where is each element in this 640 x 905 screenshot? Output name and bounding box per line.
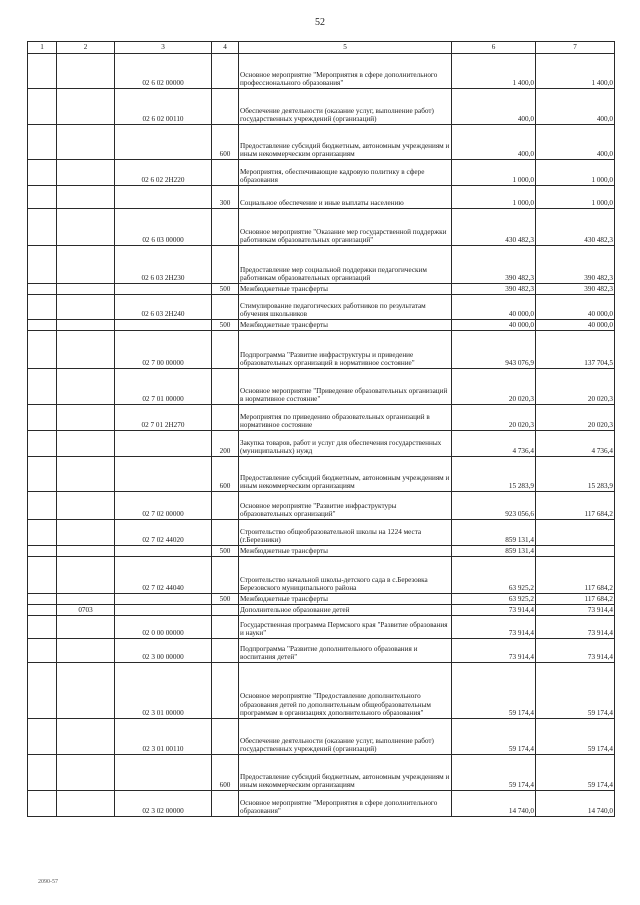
cell-v7: 59 174,4 [536,755,615,791]
cell-code: 02 3 01 00000 [115,663,212,719]
cell-name: Основное мероприятие "Предоставление дополнительного образования детей по дополнительным общеобразовательным программам в организациях дополнительного образования" [239,663,452,719]
table-row [28,594,615,605]
cell-empty [28,457,57,492]
cell-vr [212,719,239,755]
cell-name: Основное мероприятие "Приведение образовательных организаций в нормативное состояние" [239,369,452,405]
cell-vr [212,89,239,125]
cell-v6: 40 000,0 [452,295,536,320]
cell-name: Предоставление субсидий бюджетным, автономным учреждениям и иным некоммерческим организациям [239,755,452,791]
cell-v7: 390 482,3 [536,284,615,295]
cell-v7: 430 482,3 [536,209,615,246]
table-row [28,492,615,520]
cell-code: 02 3 00 00000 [115,639,212,663]
cell-section [57,284,115,295]
cell-v7: 14 740,0 [536,791,615,817]
cell-name: Межбюджетные трансферты [239,320,452,331]
cell-code: 02 7 02 44020 [115,520,212,546]
table-row [28,639,615,663]
cell-v6: 73 914,4 [452,605,536,616]
header-row [28,42,615,54]
cell-vr [212,639,239,663]
cell-vr: 200 [212,431,239,457]
cell-empty [28,431,57,457]
cell-empty [28,492,57,520]
cell-section [57,457,115,492]
cell-v7: 40 000,0 [536,295,615,320]
cell-section [57,755,115,791]
cell-section [57,405,115,431]
footer-code: 2090-57 [38,879,58,885]
cell-section [57,663,115,719]
table-row [28,369,615,405]
table-row [28,719,615,755]
table-row [28,755,615,791]
cell-empty [28,284,57,295]
table-row [28,284,615,295]
cell-v7: 1 400,0 [536,54,615,89]
col-header-3: 3 [115,42,212,54]
cell-section: 0703 [57,605,115,616]
cell-code: 02 7 01 2Н270 [115,405,212,431]
cell-vr: 600 [212,755,239,791]
cell-empty [28,209,57,246]
cell-section [57,719,115,755]
cell-name: Межбюджетные трансферты [239,284,452,295]
cell-v6: 1 000,0 [452,160,536,186]
cell-v7: 20 020,3 [536,405,615,431]
cell-name: Подпрограмма "Развитие инфраструктуры и приведение образовательных организаций в нормативное состояние" [239,331,452,369]
cell-vr [212,616,239,639]
cell-vr: 600 [212,125,239,160]
cell-v6: 859 131,4 [452,546,536,557]
cell-name: Обеспечение деятельности (оказание услуг, выполнение работ) государственных учреждений (организаций) [239,89,452,125]
cell-name: Государственная программа Пермского края "Развитие образования и науки" [239,616,452,639]
cell-v7: 137 704,5 [536,331,615,369]
cell-name: Мероприятия, обеспечивающие кадровую политику в сфере образования [239,160,452,186]
table-row [28,605,615,616]
cell-section [57,209,115,246]
cell-code: 02 7 01 00000 [115,369,212,405]
cell-v6: 4 736,4 [452,431,536,457]
cell-empty [28,663,57,719]
table-row [28,791,615,817]
cell-empty [28,369,57,405]
cell-vr: 300 [212,186,239,209]
cell-code: 02 7 02 44040 [115,557,212,594]
cell-vr [212,331,239,369]
cell-empty [28,54,57,89]
cell-empty [28,405,57,431]
cell-v7: 73 914,4 [536,639,615,663]
cell-code: 02 6 03 2Н240 [115,295,212,320]
cell-section [57,791,115,817]
cell-code [115,431,212,457]
table-row [28,320,615,331]
cell-vr [212,369,239,405]
cell-empty [28,616,57,639]
table-row [28,295,615,320]
table-row [28,209,615,246]
cell-empty [28,719,57,755]
cell-v7: 117 684,2 [536,594,615,605]
cell-code: 02 3 01 00110 [115,719,212,755]
cell-vr: 500 [212,284,239,295]
cell-section [57,246,115,284]
cell-code [115,125,212,160]
cell-v7: 4 736,4 [536,431,615,457]
cell-vr [212,605,239,616]
cell-section [57,520,115,546]
cell-empty [28,557,57,594]
cell-empty [28,186,57,209]
col-header-7: 7 [536,42,615,54]
cell-code: 02 6 02 2Н220 [115,160,212,186]
table-row [28,546,615,557]
cell-code: 02 6 03 2Н230 [115,246,212,284]
cell-name: Дополнительное образование детей [239,605,452,616]
cell-name: Основное мероприятие "Мероприятия в сфере дополнительного образования" [239,791,452,817]
table-row [28,557,615,594]
cell-code: 02 0 00 00000 [115,616,212,639]
cell-code: 02 7 00 00000 [115,331,212,369]
table-row [28,457,615,492]
table-row [28,89,615,125]
cell-vr [212,791,239,817]
cell-v7: 1 000,0 [536,160,615,186]
cell-empty [28,295,57,320]
table-row [28,160,615,186]
table-row [28,616,615,639]
table-row [28,54,615,89]
cell-v6: 15 283,9 [452,457,536,492]
cell-v6: 59 174,4 [452,719,536,755]
cell-code: 02 7 02 00000 [115,492,212,520]
cell-section [57,639,115,663]
col-header-2: 2 [57,42,115,54]
cell-name: Строительство начальной школы-детского сада в с.Березовка Березовского муниципального района [239,557,452,594]
cell-vr: 500 [212,320,239,331]
cell-section [57,616,115,639]
table-body [28,54,615,817]
cell-v6: 390 482,3 [452,284,536,295]
cell-section [57,557,115,594]
cell-code [115,546,212,557]
cell-vr: 500 [212,594,239,605]
cell-name: Социальное обеспечение и иные выплаты населению [239,186,452,209]
cell-empty [28,246,57,284]
cell-code [115,186,212,209]
cell-empty [28,639,57,663]
cell-code [115,320,212,331]
table-row [28,331,615,369]
cell-section [57,331,115,369]
cell-v7: 59 174,4 [536,719,615,755]
cell-name: Предоставление субсидий бюджетным, автономным учреждениям и иным некоммерческим организациям [239,125,452,160]
cell-section [57,160,115,186]
col-header-5: 5 [239,42,452,54]
table-row [28,125,615,160]
cell-section [57,320,115,331]
cell-v6: 1 000,0 [452,186,536,209]
table-row [28,405,615,431]
cell-empty [28,160,57,186]
cell-name: Закупка товаров, работ и услуг для обеспечения государственных (муниципальных) нужд [239,431,452,457]
cell-vr [212,246,239,284]
cell-code [115,605,212,616]
cell-v6: 20 020,3 [452,369,536,405]
cell-v6: 63 925,2 [452,594,536,605]
cell-name: Основное мероприятие "Развитие инфраструктуры образовательных организаций" [239,492,452,520]
table-row [28,186,615,209]
cell-vr: 500 [212,546,239,557]
cell-section [57,492,115,520]
cell-v7: 73 914,4 [536,616,615,639]
cell-section [57,431,115,457]
cell-v7: 400,0 [536,89,615,125]
cell-vr [212,295,239,320]
cell-v6: 390 482,3 [452,246,536,284]
cell-v7: 117 684,2 [536,492,615,520]
cell-v6: 40 000,0 [452,320,536,331]
table-row [28,246,615,284]
cell-empty [28,331,57,369]
cell-empty [28,605,57,616]
cell-v6: 923 056,6 [452,492,536,520]
col-header-1: 1 [28,42,57,54]
cell-v7: 400,0 [536,125,615,160]
cell-name: Основное мероприятие "Мероприятия в сфере дополнительного профессионального образования" [239,54,452,89]
cell-empty [28,546,57,557]
cell-v6: 59 174,4 [452,755,536,791]
cell-code: 02 3 02 00000 [115,791,212,817]
cell-v6: 1 400,0 [452,54,536,89]
cell-v7: 1 000,0 [536,186,615,209]
cell-section [57,125,115,160]
cell-code [115,284,212,295]
cell-empty [28,594,57,605]
cell-v6: 400,0 [452,125,536,160]
cell-vr [212,520,239,546]
budget-table [27,41,615,817]
cell-empty [28,755,57,791]
cell-code: 02 6 02 00000 [115,54,212,89]
col-header-6: 6 [452,42,536,54]
cell-code [115,755,212,791]
cell-v6: 73 914,4 [452,639,536,663]
cell-vr: 600 [212,457,239,492]
cell-v6: 59 174,4 [452,663,536,719]
cell-name: Обеспечение деятельности (оказание услуг, выполнение работ) государственных учреждений (организаций) [239,719,452,755]
cell-v7: 59 174,4 [536,663,615,719]
cell-empty [28,89,57,125]
cell-name: Предоставление субсидий бюджетным, автономным учреждениям и иным некоммерческим организациям [239,457,452,492]
cell-vr [212,54,239,89]
cell-name: Мероприятия по приведению образовательных организаций в нормативное состояние [239,405,452,431]
cell-vr [212,557,239,594]
cell-name: Строительство общеобразовательной школы на 1224 места (г.Березники) [239,520,452,546]
cell-v6: 63 925,2 [452,557,536,594]
cell-vr [212,405,239,431]
cell-code [115,457,212,492]
cell-v7: 20 020,3 [536,369,615,405]
cell-section [57,594,115,605]
cell-v6: 943 076,9 [452,331,536,369]
table-row [28,663,615,719]
cell-vr [212,663,239,719]
cell-v6: 859 131,4 [452,520,536,546]
cell-section [57,546,115,557]
cell-section [57,186,115,209]
cell-code: 02 6 02 00110 [115,89,212,125]
cell-v7: 15 283,9 [536,457,615,492]
page-number: 52 [315,17,325,28]
cell-v6: 400,0 [452,89,536,125]
col-header-4: 4 [212,42,239,54]
cell-v7: 390 482,3 [536,246,615,284]
cell-section [57,295,115,320]
cell-section [57,369,115,405]
table-row [28,520,615,546]
cell-v6: 73 914,4 [452,616,536,639]
cell-name: Межбюджетные трансферты [239,594,452,605]
cell-name: Подпрограмма "Развитие дополнительного образования и воспитания детей" [239,639,452,663]
cell-name: Основное мероприятие "Оказание мер государственной поддержки работникам образовательных организаций" [239,209,452,246]
cell-empty [28,791,57,817]
table-row [28,431,615,457]
cell-v7: 117 684,2 [536,557,615,594]
cell-v6: 14 740,0 [452,791,536,817]
cell-section [57,54,115,89]
cell-name: Межбюджетные трансферты [239,546,452,557]
cell-section [57,89,115,125]
cell-vr [212,160,239,186]
cell-name: Стимулирование педагогических работников по результатам обучения школьников [239,295,452,320]
cell-vr [212,492,239,520]
cell-v7: 73 914,4 [536,605,615,616]
cell-v7: 40 000,0 [536,320,615,331]
cell-v7 [536,520,615,546]
cell-empty [28,520,57,546]
cell-v6: 430 482,3 [452,209,536,246]
cell-v6: 20 020,3 [452,405,536,431]
cell-empty [28,320,57,331]
cell-empty [28,125,57,160]
cell-code [115,594,212,605]
cell-v7 [536,546,615,557]
cell-vr [212,209,239,246]
cell-name: Предоставление мер социальной поддержки педагогическим работникам образовательных организаций [239,246,452,284]
cell-code: 02 6 03 00000 [115,209,212,246]
